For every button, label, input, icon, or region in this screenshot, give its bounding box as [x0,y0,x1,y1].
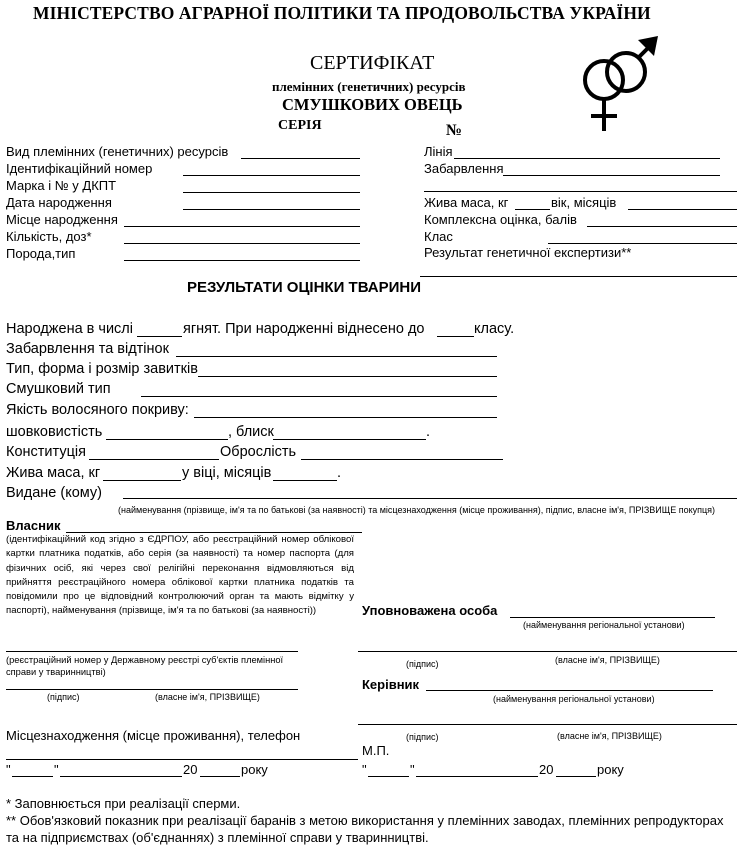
owner-date-year-prefix: 20 [183,762,198,777]
mass-label: Жива маса, кг [6,465,101,481]
field-line: Лінія [424,144,453,159]
footnote-two-line2: та на підприємствах (об'єднаннях) з племінної справи у тваринництві. [6,830,429,845]
authorized-signature-caption: (підпис) [406,659,439,669]
head-date-year-prefix: 20 [539,762,554,777]
field-complex: Комплексна оцінка, балів [424,212,577,227]
head-signature-caption: (підпис) [406,732,439,742]
ministry-heading: МІНІСТЕРСТВО АГРАРНОЇ ПОЛІТИКИ ТА ПРОДОВОЛЬСТВА УКРАЇНИ [33,3,651,23]
field-resource-type-line[interactable] [241,158,360,159]
field-birth-date: Дата народження [6,195,112,210]
field-color-line[interactable] [503,175,720,176]
field-age-line[interactable] [628,209,737,210]
owner-reg-line[interactable] [6,651,298,652]
owner-date-day-line[interactable] [12,776,53,777]
field-complex-line[interactable] [587,226,737,227]
field-color: Забарвлення [424,161,504,176]
coloring-label: Забарвлення та відтінок [6,341,169,357]
field-class-line[interactable] [548,243,737,244]
field-class: Клас [424,229,453,244]
field-weight: Жива маса, кг [424,195,509,210]
curls-label: Тип, форма і розмір завитків [6,361,198,377]
issued-label: Видане (кому) [6,485,103,501]
owner-note: (ідентифікаційний код згідно з ЄДРПОУ, або реєстраційний номер облікової картки платника податків, або серія (за наявності) та номер паспорта (для фізичних осіб, які через свої релігійні переконання відмовляються від прийняття реєстраційного номера облікової картки платника податків та повідомили про це відповідний контролюючий орган та мають відмітку у паспорті), найменування (прізвище, ім'я та по батькові (за наявності)) [6,534,354,617]
owner-label: Власник [6,518,61,533]
owner-date-quote-close: " [54,762,59,777]
owner-name-caption: (власне ім'я, ПРІЗВИЩЕ) [155,692,260,702]
head-institution-caption: (найменування регіональної установи) [493,694,655,704]
head-line[interactable] [426,690,713,691]
owner-signature-line[interactable] [6,689,298,690]
field-weight-line[interactable] [515,209,550,210]
mass-age-line[interactable] [273,480,337,481]
born-class-label: ягнят. При народженні віднесено до [183,321,425,337]
obroslist-label: Оброслість [220,444,297,460]
head-date-year-line[interactable] [556,776,596,777]
owner-date-month-line[interactable] [60,776,182,777]
owner-signature-caption: (підпис) [47,692,80,702]
owner-reg-note: (реєстраційний номер у Державному реєстрі суб'єктів племінної справи у тваринництві) [6,655,284,677]
male-female-symbol-icon [578,32,662,134]
owner-date-quote-open: " [6,762,11,777]
field-id-number-line[interactable] [183,175,360,176]
stamp-label: М.П. [362,743,390,758]
constitution-line[interactable] [89,459,219,460]
field-birth-date-line[interactable] [183,209,360,210]
born-class-suffix: класу. [474,321,515,337]
shine-label: , блиск [228,424,274,440]
field-breed: Порода,тип [6,246,76,261]
field-breed-line[interactable] [124,260,360,261]
owner-location-label: Місцезнаходження (місце проживання), телефон [6,728,301,743]
footnote-one: * Заповнюється при реалізації сперми. [6,796,241,811]
field-age: вік, місяців [551,195,617,210]
silky-line[interactable] [106,439,228,440]
head-date-month-line[interactable] [416,776,538,777]
field-doses: Кількість, доз* [6,229,92,244]
coloring-line[interactable] [176,356,497,357]
field-dkpt: Марка і № у ДКПТ [6,178,117,193]
field-resource-type: Вид племінних (генетичних) ресурсів [6,144,229,159]
head-date-suffix: року [597,762,624,777]
field-dkpt-line[interactable] [183,192,360,193]
number-label: № [446,122,463,139]
authorized-institution-caption: (найменування регіональної установи) [523,620,685,630]
results-heading: РЕЗУЛЬТАТИ ОЦІНКИ ТВАРИНИ [187,279,422,296]
field-genetic: Результат генетичної експертизи** [424,245,632,260]
certificate-title: СЕРТИФІКАТ [310,52,435,74]
wool-line[interactable] [194,417,497,418]
head-name-caption: (власне ім'я, ПРІЗВИЩЕ) [557,731,662,741]
obroslist-line[interactable] [301,459,503,460]
issued-note: (найменування (прізвище, ім'я та по батькові (за наявності) та місцезнаходження (місце проживання), підпис, власне ім'я, ПРІЗВИЩЕ покупця) [118,505,716,515]
field-color-extra-line[interactable] [424,191,737,192]
field-genetic-line[interactable] [420,276,737,277]
authorized-line[interactable] [510,617,715,618]
smushkovy-label: Смушковий тип [6,381,111,397]
owner-date-year-line[interactable] [200,776,240,777]
field-line-line[interactable] [454,158,720,159]
authorized-name-caption: (власне ім'я, ПРІЗВИЩЕ) [555,655,660,665]
head-label: Керівник [362,677,420,692]
shine-line[interactable] [273,439,426,440]
owner-location-line[interactable] [6,759,358,760]
authorized-signature-line[interactable] [358,651,737,652]
head-signature-line[interactable] [358,724,737,725]
certificate-subtitle-animal: СМУШКОВИХ ОВЕЦЬ [282,95,463,114]
born-count-line[interactable] [137,336,182,337]
mass-period: . [337,465,342,481]
curls-line[interactable] [198,376,497,377]
head-date-quote-open: " [362,762,367,777]
field-birth-place: Місце народження [6,212,118,227]
constitution-label: Конституція [6,444,86,460]
silky-label: шовковистість [6,424,103,440]
wool-label: Якість волосяного покриву: [6,402,189,418]
series-label: СЕРІЯ [278,118,322,133]
footnote-two-line1: ** Обов'язковий показник при реалізації баранів з метою використання у племінних заводах, племінних репродукторах [6,813,724,828]
born-class-line[interactable] [437,336,474,337]
owner-date-suffix: року [241,762,268,777]
issued-line[interactable] [123,498,737,499]
field-birth-place-line[interactable] [124,226,360,227]
shine-period: . [426,424,431,440]
born-count-label: Народжена в числі [6,321,133,337]
head-date-quote-close: " [410,762,415,777]
mass-age-label: у віці, місяців [182,465,272,481]
head-date-day-line[interactable] [368,776,409,777]
field-doses-line[interactable] [124,243,360,244]
authorized-label: Уповноважена особа [362,603,498,618]
mass-line[interactable] [103,480,181,481]
smushkovy-line[interactable] [141,396,497,397]
certificate-subtitle: племінних (генетичних) ресурсів [272,79,466,94]
field-id-number: Ідентифікаційний номер [6,161,153,176]
